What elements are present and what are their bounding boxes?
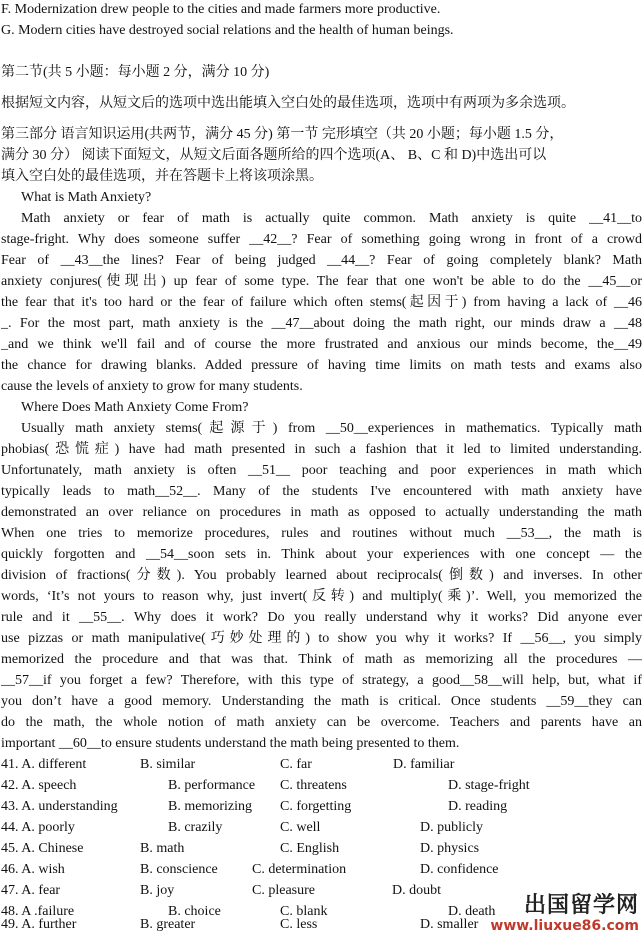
option-c: C. less <box>280 917 318 932</box>
option-c: C. far <box>280 757 312 772</box>
option-d: D. reading <box>448 799 508 814</box>
passage-line: important __60__to ensure students understand the math being presented to them. <box>1 736 460 751</box>
passage-line: cause the levels of anxiety to grow for many students. <box>1 379 303 394</box>
option-b: B. crazily <box>168 820 223 835</box>
watermark-url: www.liuxue86.com <box>490 917 639 934</box>
passage-line: division of fractions(分数). You probably learned about reciprocals(倒数) and inverses. In other <box>1 568 642 583</box>
option-b: B. math <box>140 841 185 856</box>
option-f-line: F. Modernization drew people to the cities and made farmers more productive. <box>1 2 441 17</box>
option-b: B. choice <box>168 904 221 919</box>
passage-line: use pizzas or math manipulative(巧妙处理的) to show you why it works? If __56__, you simply <box>1 631 642 646</box>
option-c: C. English <box>280 841 340 856</box>
option-c: C. determination <box>252 862 347 877</box>
passage-line: rule and it __55__. Why does it work? Do you really understand why it works? Did anyone ever <box>1 610 642 625</box>
passage-line: the chance for drawing blanks. Added pressure of having time limits on math tests and exams also <box>1 358 642 373</box>
passage-line: Fear of __43__the lines? Fear of being judged __44__? Fear of going completely blank? Math <box>1 253 642 268</box>
option-d: D. doubt <box>392 883 441 898</box>
watermark-logo <box>490 894 639 934</box>
option-a: 49. A. further <box>1 917 77 932</box>
passage-line: anxiety conjures(使现出) up fear of some type. The fear that one won't be able to do the __45__or <box>1 274 642 289</box>
passage-line: phobias(恐慌症) have had math presented in such a fashion that it led to limited understanding. <box>1 442 642 457</box>
passage-line: When one tries to memorize procedures, rules and routines without much __53__, the math is <box>1 526 642 541</box>
option-b: B. similar <box>140 757 196 772</box>
passage-line: quickly forgotten and __54__soon sets in. Think about your experiences with one concept — the <box>1 547 642 562</box>
option-d: D. physics <box>420 841 480 856</box>
passage-line: the fear that it's too hard or the fear of failure which often stems(起因于) from having a lack of __46 <box>1 295 642 310</box>
option-g-line: G. Modern cities have destroyed social relations and the health of human beings. <box>1 23 454 38</box>
option-d: D. smaller <box>420 917 479 932</box>
option-a: 44. A. poorly <box>1 820 75 835</box>
option-d: D. stage-fright <box>448 778 530 793</box>
option-a: 42. A. speech <box>1 778 77 793</box>
passage-line: Math anxiety or fear of math is actually quite common. Math anxiety is quite __41__to <box>21 211 642 226</box>
option-d: D. familiar <box>393 757 455 772</box>
passage-line: you don’t have a good memory. Understanding the math is critical. Once students __59__they can <box>1 694 642 709</box>
part-instruction: 满分 30 分） 阅读下面短文，从短文后面各题所给的四个选项(A、 B、C 和 D)中选出可以 <box>1 148 547 163</box>
passage-line: __57__if you forget a few? Therefore, with this type of strategy, a good__58__will help, but, what if <box>1 673 642 688</box>
option-b: B. joy <box>140 883 175 898</box>
option-b: B. memorizing <box>168 799 252 814</box>
option-d: D. confidence <box>420 862 499 877</box>
passage-line: demonstrated an over reliance on procedures in math as opposed to actually understanding the math <box>1 505 642 520</box>
option-c: C. forgetting <box>280 799 352 814</box>
passage-line: words, ‘It’s not yours to reason why, just invert(反转) and multiply(乘)’. Well, you memorized the <box>1 589 642 604</box>
passage-title: What is Math Anxiety? <box>21 190 152 205</box>
watermark-text: 出国留学网 <box>523 893 639 919</box>
option-a: 46. A. wish <box>1 862 65 877</box>
option-c: C. blank <box>280 904 328 919</box>
option-a: 48. A .failure <box>1 904 75 919</box>
passage-line: do the math, the whole notion of math anxiety can be overcome. Teachers and parents have an <box>1 715 642 730</box>
passage-line: stage-fright. Why does someone suffer __42__? Fear of something going wrong in front of a crowd <box>1 232 642 247</box>
part-header: 第三部分 语言知识运用(共两节，满分 45 分) 第一节 完形填空（共 20 小题；每小题 1.5 分， <box>1 127 564 142</box>
option-b: B. performance <box>168 778 256 793</box>
passage-subtitle: Where Does Math Anxiety Come From? <box>21 400 249 415</box>
passage-line: Usually math anxiety stems(起源于) from __50__experiences in mathematics. Typically math <box>21 421 642 436</box>
part-instruction: 填入空白处的最佳选项，并在答题卡上将该项涂黑。 <box>1 169 323 184</box>
passage-line: Unfortunately, math anxiety is often __51__ poor teaching and poor experiences in math which <box>1 463 642 478</box>
option-a: 45. A. Chinese <box>1 841 84 856</box>
option-c: C. well <box>280 820 321 835</box>
option-a: 47. A. fear <box>1 883 61 898</box>
option-d: D. death <box>448 904 496 919</box>
option-b: B. conscience <box>140 862 218 877</box>
passage-line: _and we think we'll fail and of course the more frustrated and anxious our minds become, the__49 <box>1 337 642 352</box>
instruction-line: 根据短文内容，从短文后的选项中选出能填入空白处的最佳选项，选项中有两项为多余选项。 <box>1 96 575 111</box>
passage-line: typically leads to math__52__. Many of the students I've encountered with math anxiety have <box>1 484 642 499</box>
option-c: C. threatens <box>280 778 347 793</box>
option-d: D. publicly <box>420 820 483 835</box>
option-a: 41. A. different <box>1 757 87 772</box>
option-b: B. greater <box>140 917 196 932</box>
passage-line: memorized the procedure and that was that. Think of math as memorizing all the procedures — <box>1 652 642 667</box>
option-c: C. pleasure <box>252 883 315 898</box>
option-a: 43. A. understanding <box>1 799 118 814</box>
section-header: 第二节(共 5 小题：每小题 2 分，满分 10 分) <box>1 65 270 80</box>
passage-line: _. For the most part, math anxiety is the __47__about doing the math right, our minds draw a __48 <box>1 316 642 331</box>
